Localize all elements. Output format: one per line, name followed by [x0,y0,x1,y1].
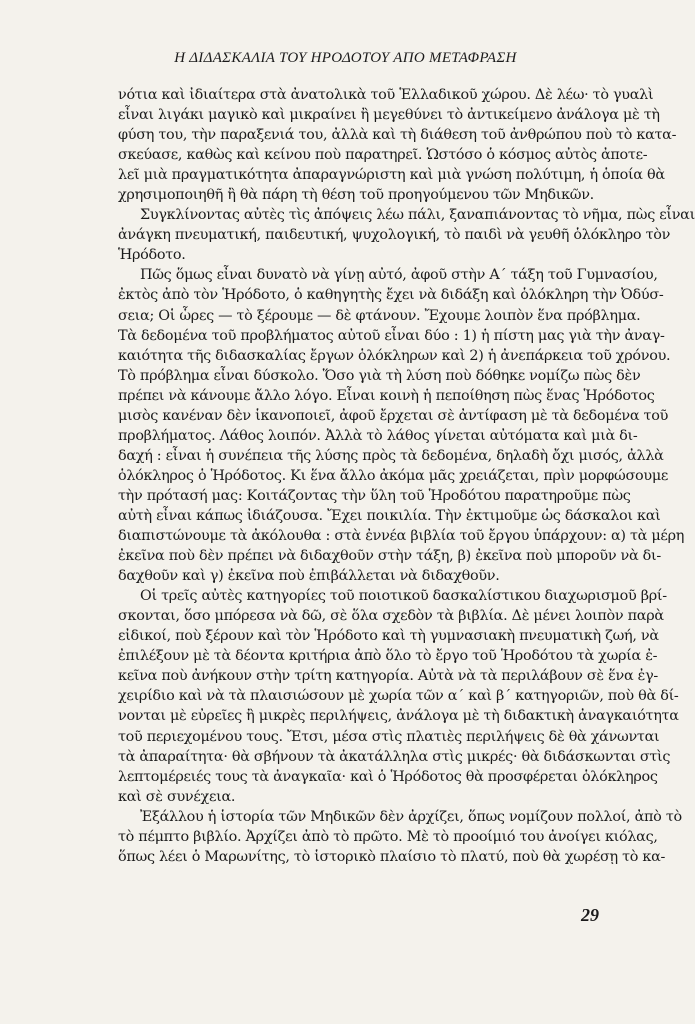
text-line: ἐκτὸς ἀπὸ τὸν Ἡρόδοτο, ὁ καθηγητὴς ἔχει νὰ διδάξη καὶ ὁλόκληρη τὴν Ὀδύσ- [118,287,664,304]
text-line: εἰδικοί, ποὺ ξέρουν καὶ τὸν Ἡρόδοτο καὶ τὴ γυμνασιακὴ πνευματικὴ ζωή, νὰ [118,628,659,645]
text-line: ἐπιλέξουν μὲ τὰ δέοντα κριτήρια ἀπὸ ὅλο τὸ ἔργο τοῦ Ἡροδότου τὰ χωρία ἐ- [118,648,658,665]
text-line: Τὰ δεδομένα τοῦ προβλήματος αὐτοῦ εἶναι δύο : 1) ἡ πίστη μας γιὰ τὴν ἀναγ- [118,327,665,344]
text-line: λεῖ μιὰ πραγματικότητα ἀπαραγνώριστη καὶ μιὰ γνώση πολύτιμη, ἡ ὁποία θὰ [118,167,665,184]
text-line: κεῖνα ποὺ ἀνήκουν στὴν τρίτη κατηγορία. Αὐτὰ νὰ τὰ περιλάβουν σὲ ἕνα ἐγ- [118,668,658,685]
page-number: 29 [581,905,599,925]
text-line: τοῦ περιεχομένου τους. Ἔτσι, μέσα στὶς πλατιὲς περιλήψεις δὲ θὰ χάνωνται [118,728,660,745]
text-line: σκονται, ὅσο μπόρεσα νὰ δῶ, σὲ ὅλα σχεδὸν τὰ βιβλία. Δὲ μένει λοιπὸν παρὰ [118,608,664,625]
text-line: καὶ σὲ συνέχεια. [118,788,236,805]
text-line: Πῶς ὅμως εἶναι δυνατὸ νὰ γίνῃ αὐτό, ἀφοῦ στὴν Α΄ τάξη τοῦ Γυμνασίου, [140,267,658,284]
text-line: δαχή : εἶναι ἡ συνέπεια τῆς λύσης πρὸς τὰ δεδομένα, δηλαδὴ ὄχι μισός, ἀλλὰ [118,447,664,464]
text-line: χειρίδιο καὶ νὰ τὰ πλαισιώσουν μὲ χωρία τῶν α΄ καὶ β΄ κατηγοριῶν, ποὺ θὰ δί- [118,688,679,705]
text-line: δαχθοῦν καὶ γ) ἐκεῖνα ποὺ ἐπιβάλλεται νὰ διδαχθοῦν. [118,568,500,585]
text-line: ὅπως λέει ὁ Μαρωνίτης, τὸ ἱστορικὸ πλαίσιο τὸ πλατύ, ποὺ θὰ χωρέσῃ τὸ κα- [118,848,666,865]
running-head: Η ΔΙΔΑΣΚΑΛΙΑ ΤΟΥ ΗΡΟΔΟΤΟΥ ΑΠΟ ΜΕΤΑΦΡΑΣΗ [174,50,517,66]
text-line: καιότητα τῆς διδασκαλίας ἔργων ὁλόκληρων καὶ 2) ἡ ἀνεπάρκεια τοῦ χρόνου. [118,347,671,364]
text-line: φύση του, τὴν παραξενιά του, ἀλλὰ καὶ τὴ διάθεση τοῦ ἀνθρώπου ποὺ τὸ κατα- [118,127,677,144]
text-line: τὸ πέμπτο βιβλίο. Ἀρχίζει ἀπὸ τὸ πρῶτο. Μὲ τὸ προοίμιό του ἀνοίγει κιόλας, [118,828,658,845]
text-line: λεπτομέρειές τους τὰ ἀναγκαῖα· καὶ ὁ Ἡρόδοτος θὰ προσφέρεται ὁλόκληρος [118,768,658,785]
text-line: αὐτὴ εἶναι κάπως ἰδιάζουσα. Ἔχει ποικιλία. Τὴν ἐκτιμοῦμε ὡς δάσκαλοι καὶ [118,507,661,524]
text-line: Οἱ τρεῖς αὐτὲς κατηγορίες τοῦ ποιοτικοῦ δασκαλίστικου διαχωρισμοῦ βρί- [140,588,667,605]
text-line: τὴν πρότασή μας: Κοιτάζοντας τὴν ὕλη τοῦ Ἡροδότου παρατηροῦμε πὼς [118,487,631,504]
text-line: Συγκλίνοντας αὐτὲς τὶς ἀπόψεις λέω πάλι, ξαναπιάνοντας τὸ νῆμα, πὼς εἶναι [140,207,695,224]
text-line: μισὸς κανέναν δὲν ἱκανοποιεῖ, ἀφοῦ ἔρχεται σὲ ἀντίφαση μὲ τὰ δεδομένα τοῦ [118,407,669,424]
body-text [118,85,695,867]
text-line: ἀνάγκη πνευματική, παιδευτική, ψυχολογική, τὸ παιδὶ νὰ γευθῆ ὁλόκληρο τὸν [118,227,671,244]
text-line: ἐκεῖνα ποὺ δὲν πρέπει νὰ διδαχθοῦν στὴν τάξη, β) ἐκεῖνα ποὺ μποροῦν νὰ δι- [118,548,661,565]
text-line: πρέπει νὰ κάνουμε ἄλλο λόγο. Εἶναι κοινὴ ἡ πεποίθηση πὼς ἕνας Ἡρόδοτος [118,387,655,404]
text-line: Ἡρόδοτο. [118,247,186,264]
text-line: ὁλόκληρος ὁ Ἡρόδοτος. Κι ἕνα ἄλλο ἀκόμα μᾶς χρειάζεται, πρὶν μορφώσουμε [118,467,669,484]
text-line: νονται μὲ εὐρεῖες ἢ μικρὲς περιλήψεις, ἀνάλογα μὲ τὴ διδακτικὴ ἀναγκαιότητα [118,708,679,725]
text-line: σκεύασε, καθὼς καὶ κείνου ποὺ παρατηρεῖ. Ὡστόσο ὁ κόσμος αὐτὸς ἀποτε- [118,147,648,164]
text-line: Τὸ πρόβλημα εἶναι δύσκολο. Ὅσο γιὰ τὴ λύση ποὺ δόθηκε νομίζω πὼς δὲν [118,367,641,384]
text-line: Ἐξάλλου ἡ ἱστορία τῶν Μηδικῶν δὲν ἀρχίζει, ὅπως νομίζουν πολλοί, ἀπὸ τὸ [140,808,682,825]
text-line: διαπιστώνουμε τὰ ἀκόλουθα : στὰ ἐννέα βιβλία τοῦ ἔργου ὑπάρχουν: α) τὰ μέρη [118,528,685,545]
text-line: εἶναι λιγάκι μαγικὸ καὶ μικραίνει ἢ μεγεθύνει τὸ ἀντικείμενο ἀνάλογα μὲ τὴ [118,107,660,124]
text-line: νότια καὶ ἰδιαίτερα στὰ ἀνατολικὰ τοῦ Ἑλλαδικοῦ χώρου. Δὲ λέω· τὸ γυαλὶ [118,87,654,103]
text-line: χρησιμοποιηθῆ ἢ θὰ πάρη τὴ θέση τοῦ προηγούμενου τῶν Μηδικῶν. [118,187,594,204]
text-line: σεια; Οἱ ὧρες — τὸ ξέρουμε — δὲ φτάνουν. Ἔχουμε λοιπὸν ἕνα πρόβλημα. [118,307,641,324]
text-line: προβλήματος. Λάθος λοιπόν. Ἀλλὰ τὸ λάθος γίνεται αὐτόματα καὶ μιὰ δι- [118,427,638,444]
text-line: τὰ ἀπαραίτητα· θὰ σβήνουν τὰ ἀκατάλληλα στὶς μικρές· θὰ διδάσκωνται στὶς [118,748,671,765]
